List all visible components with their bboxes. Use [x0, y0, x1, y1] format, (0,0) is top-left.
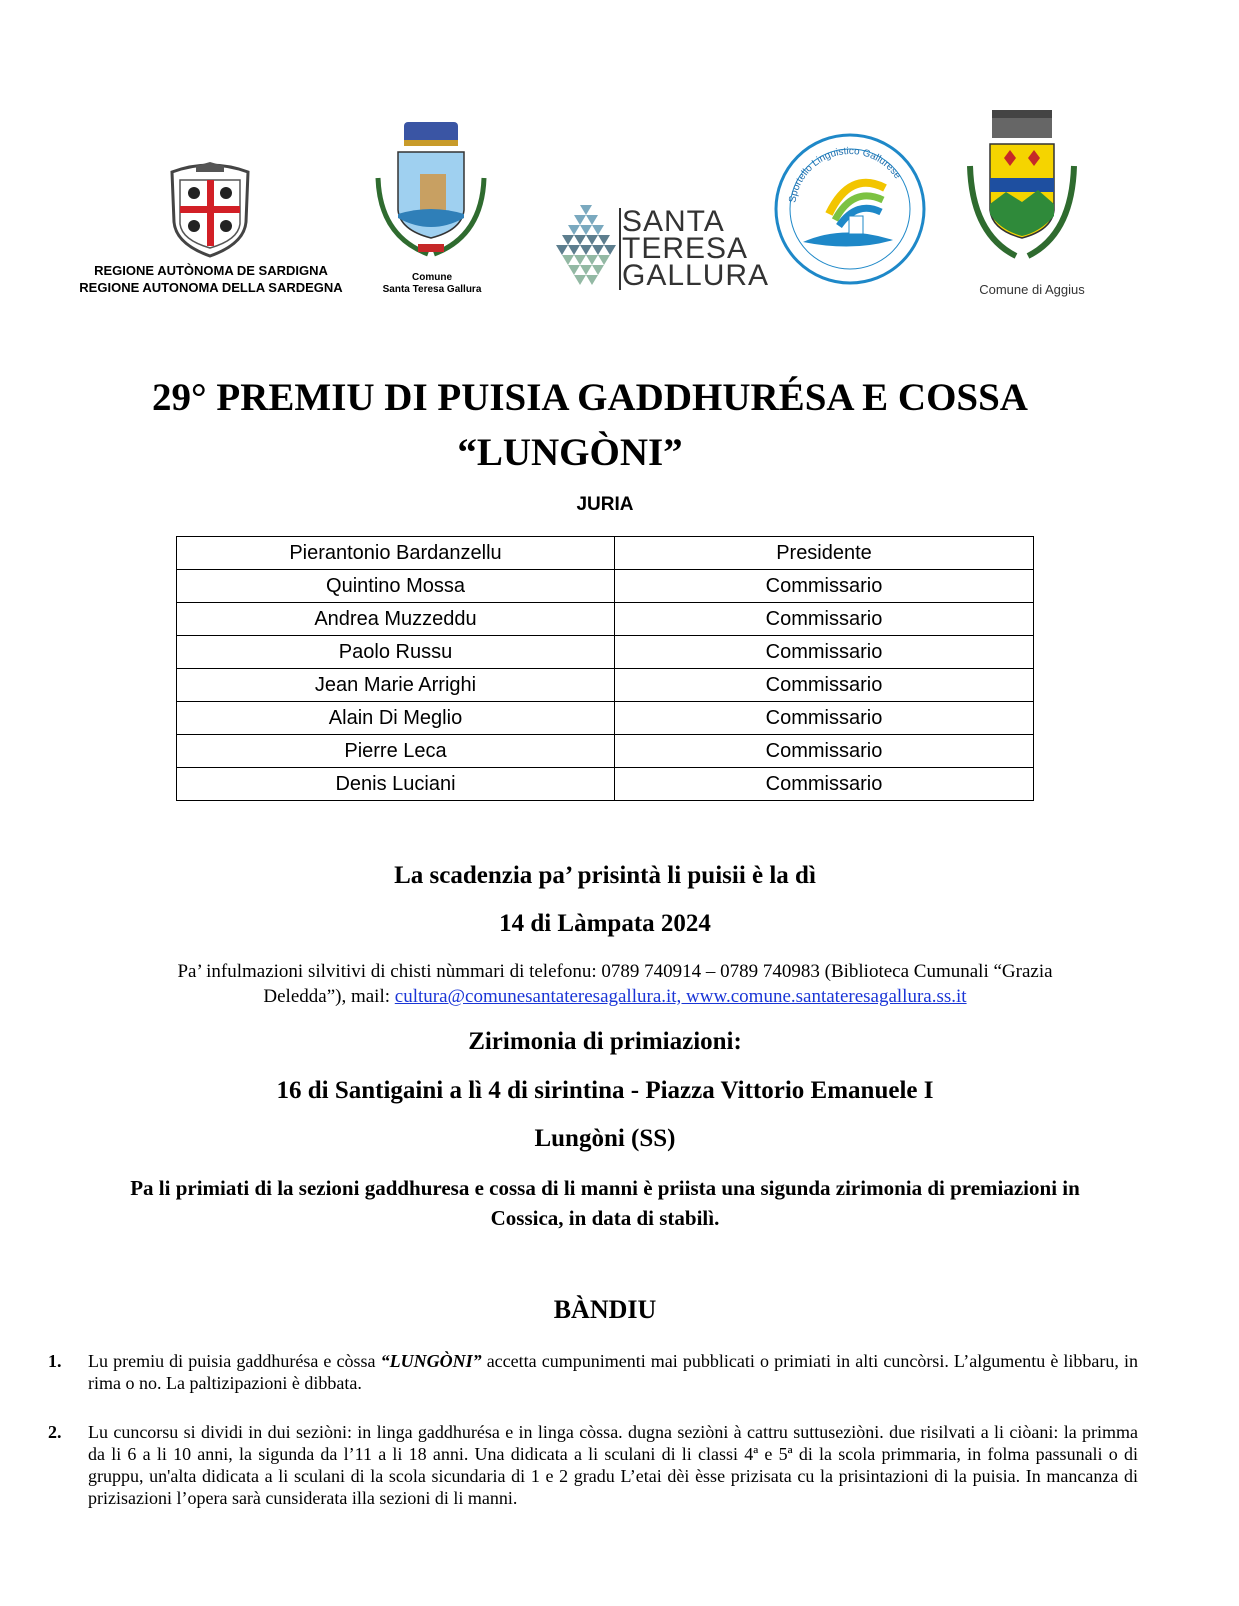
info-text-line1: Pa’ infulmazioni silvitivi di chisti nùmmari di telefonu: 0789 740914 – 0789 740983 (Biblioteca Cumunali “Grazia [177, 961, 1053, 982]
jury-table [176, 536, 1034, 801]
stg-text-line1: SANTA [622, 205, 725, 238]
bandiu-heading: BÀNDIU [553, 1295, 657, 1324]
bandiu-item-2 [48, 1421, 1138, 1509]
jury-row [177, 603, 1034, 636]
aggius-comune-logo [960, 106, 1084, 270]
jury-row [177, 669, 1034, 702]
jury-member-name: Paolo Russu [177, 636, 615, 669]
aggius-crest-icon [960, 106, 1084, 270]
triangle-mosaic-icon [554, 205, 618, 291]
regione-sardegna-logo [166, 162, 254, 258]
page-title: 29° PREMIU DI PUISIA GADDHURÉSA E COSSA [152, 376, 1028, 419]
sportello-linguistico-logo [773, 132, 927, 286]
jury-member-name: Andrea Muzzeddu [177, 603, 615, 636]
santa-teresa-caption [372, 272, 492, 296]
jury-member-role: Commissario [615, 603, 1034, 636]
item-number: 2. [48, 1422, 62, 1442]
ceremony-place: Lungòni (SS) [534, 1125, 676, 1152]
ceremony-note: Pa li primiati di la sezioni gaddhuresa e cossa di li manni è priista una sigunda zirimonia di premiazioni in Cossica, in data di stabilì. [130, 1176, 1080, 1230]
juria-heading: JURIA [576, 494, 634, 515]
jury-member-role: Commissario [615, 570, 1034, 603]
ceremony-when-where: 16 di Santigaini a lì 4 di sirintina - Piazza Vittorio Emanuele I [276, 1077, 934, 1104]
deadline-heading: La scadenzia pa’ prisintà li puisii è la dì [394, 862, 816, 889]
stg-brand-text [622, 205, 770, 292]
item-emphasis: “LUNGÒNI” [380, 1351, 482, 1371]
jury-member-role: Commissario [615, 669, 1034, 702]
santa-teresa-crest-icon [370, 118, 492, 270]
bandiu-item-1 [48, 1350, 1138, 1394]
deadline-date: 14 di Làmpata 2024 [499, 910, 711, 937]
sardinia-crest-icon [166, 162, 254, 258]
item-text: accetta cumpunimenti mai pubblicati o primiati in alti cuncòrsi. L’algumentu è libbaru, in rima o no. La paltizipazioni è dibbata. [88, 1351, 1138, 1393]
jury-member-role: Commissario [615, 735, 1034, 768]
item-text: Lu premiu di puisia gaddhurésa e còssa [88, 1351, 381, 1371]
ceremony-heading: Zirimonia di primiazioni: [468, 1028, 742, 1055]
sportello-ring-text: Sportello Linguistico Gallurese [787, 145, 903, 204]
stg-brand-logo [554, 205, 618, 291]
santa-teresa-caption-line2: Santa Teresa Gallura [382, 284, 482, 295]
jury-member-name: Denis Luciani [177, 768, 615, 801]
contact-links[interactable]: cultura@comunesantateresagallura.it, www.comune.santateresagallura.ss.it [394, 986, 967, 1007]
jury-member-role: Commissario [615, 636, 1034, 669]
info-paragraph [60, 959, 1170, 1009]
regione-caption [56, 262, 366, 296]
aggius-caption: Comune di Aggius [979, 282, 1085, 297]
jury-row [177, 768, 1034, 801]
stg-text-line3: GALLURA [622, 259, 770, 292]
jury-row [177, 636, 1034, 669]
info-text-line2: Deledda”), mail: [263, 986, 395, 1007]
jury-member-name: Jean Marie Arrighi [177, 669, 615, 702]
regione-caption-line2: REGIONE AUTONOMA DELLA SARDEGNA [79, 280, 343, 295]
stg-text-line2: TERESA [622, 232, 749, 265]
jury-member-name: Quintino Mossa [177, 570, 615, 603]
jury-row [177, 735, 1034, 768]
jury-row [177, 537, 1034, 570]
jury-row [177, 702, 1034, 735]
stg-brand-divider [619, 208, 621, 290]
jury-row [177, 570, 1034, 603]
jury-member-name: Pierre Leca [177, 735, 615, 768]
jury-member-role: Commissario [615, 702, 1034, 735]
item-text: Lu cuncorsu si dividi in dui seziòni: in linga gaddhurésa e in linga còssa. dugna seziòni à cattru suttuseziòni. due risilvati a li ciòani: la primma da li 6 a li 10 anni, la sigunda da l’11 a li 18 anni. Una didicata a li sculani di li classi 4ª e 5ª di la scola primmaria, in folma passunali o di gruppu, un'alta didicata a li sculani di la scola sicundaria di 1 e 2 gradu L’etai dèi èsse prizisata cu la prisintazioni di la puisia. In mancanza di prizisazioni l’opera sarà cunsiderata illa sezioni di li manni. [88, 1422, 1138, 1508]
jury-member-role: Presidente [615, 537, 1034, 570]
jury-member-name: Pierantonio Bardanzellu [177, 537, 615, 570]
santa-teresa-comune-logo [370, 118, 492, 270]
sportello-circle-icon [773, 132, 927, 286]
regione-caption-line1: REGIONE AUTÒNOMA DE SARDIGNA [94, 263, 328, 278]
jury-member-name: Alain Di Meglio [177, 702, 615, 735]
page-subtitle: “LUNGÒNI” [457, 431, 683, 474]
item-number: 1. [48, 1351, 62, 1371]
santa-teresa-caption-line1: Comune [412, 272, 452, 283]
jury-member-role: Commissario [615, 768, 1034, 801]
